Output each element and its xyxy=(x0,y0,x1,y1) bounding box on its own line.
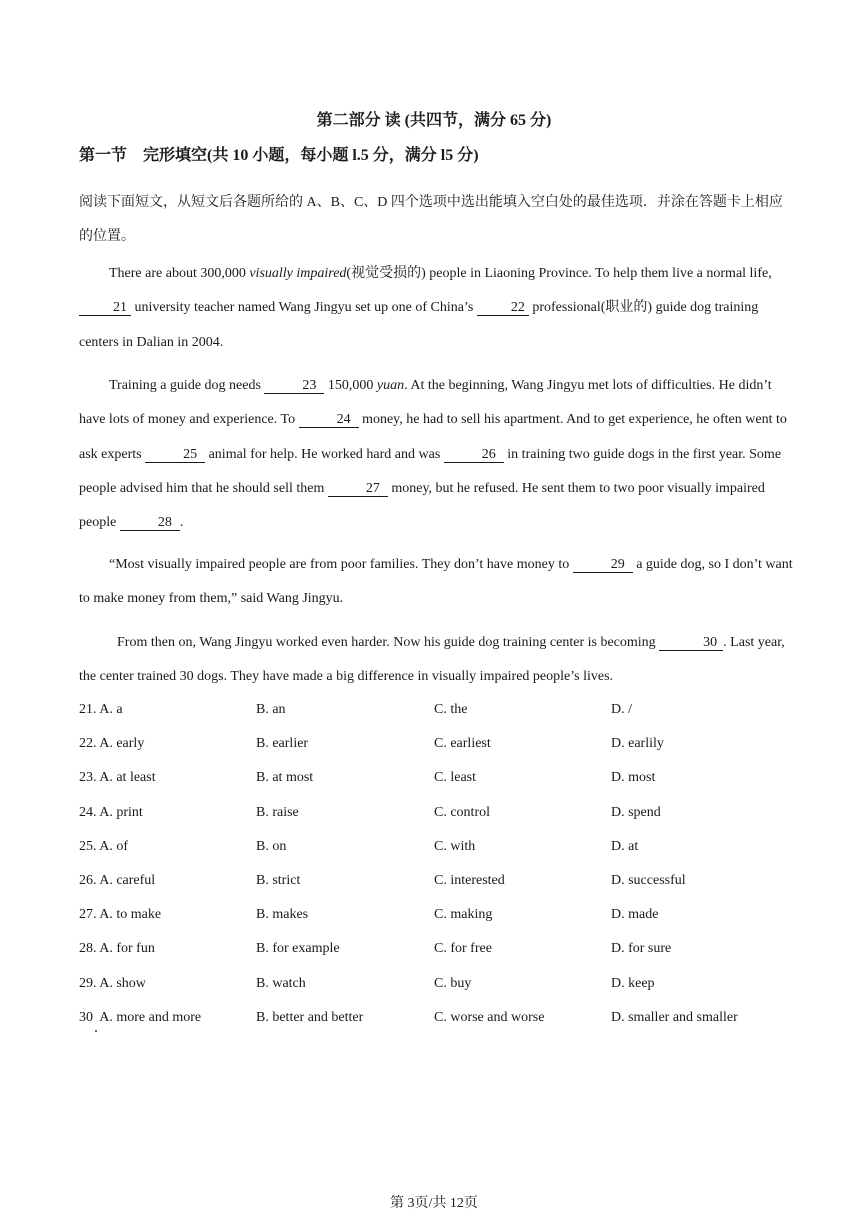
question-row-26 xyxy=(79,871,794,905)
passage-text: a guide dog, so I don’t want to make money from them,” said Wang Jingyu. xyxy=(79,557,793,607)
blank-25: 25 xyxy=(145,448,205,463)
answer-options xyxy=(79,700,794,1042)
option-c: C. the xyxy=(434,702,468,717)
option-d: D. at xyxy=(611,838,639,854)
option-d: D. most xyxy=(611,770,656,786)
option-a: 29. A. show xyxy=(79,975,146,991)
option-a: 21. A. a xyxy=(79,702,123,717)
question-row-23 xyxy=(79,768,794,802)
question-row-29 xyxy=(79,974,794,1008)
passage-text: . xyxy=(179,515,184,531)
option-b: B. on xyxy=(256,838,287,854)
option-b: B. for example xyxy=(256,941,340,957)
option-b: B. an xyxy=(256,702,286,717)
page-footer: 第 3页/共 12页 xyxy=(390,1196,478,1211)
passage-paragraph-4 xyxy=(79,626,794,695)
question-row-30 xyxy=(79,1008,794,1042)
blank-27: 27 xyxy=(328,482,388,497)
instructions: 阅读下面短文，从短文后各题所给的 A、B、C、D 四个选项中选出能填入空白处的最佳选项．并涂在答题卡上相应的位置。 xyxy=(79,195,783,244)
option-b: B. raise xyxy=(256,804,299,820)
passage-text: (视觉受损的) people in Liaoning Province. To help them live a normal life, xyxy=(346,266,772,281)
passage-italic-text: yuan xyxy=(376,378,405,393)
blank-24: 24 xyxy=(299,413,359,428)
passage-text: money, but he refused. He sent them to two poor visually impaired people xyxy=(79,480,765,531)
option-c: C. buy xyxy=(434,975,472,991)
option-a: 24. A. print xyxy=(79,804,143,820)
passage-text: . Last year, the center trained 30 dogs. They have made a big difference in visually impaired people’s lives. xyxy=(79,635,785,685)
question-row-25 xyxy=(79,837,794,871)
question-row-28 xyxy=(79,939,794,973)
passage-italic-text: visually impaired xyxy=(249,266,347,281)
option-c: C. least xyxy=(434,770,476,786)
option-d: D. for sure xyxy=(611,941,672,957)
passage-text: 150,000 xyxy=(324,378,377,393)
stray-dot xyxy=(95,1030,97,1032)
question-row-21 xyxy=(79,700,794,734)
passage-text: animal for help. He worked hard and was xyxy=(205,446,444,462)
question-row-27 xyxy=(79,905,794,939)
passage-text: Training a guide dog needs xyxy=(109,378,265,393)
option-d: D. spend xyxy=(611,804,661,820)
section-title: 第一节 完形填空(共 10 小题，每小题 l.5 分，满分 l5 分) xyxy=(79,147,479,164)
option-b: B. strict xyxy=(256,872,301,888)
passage-paragraph-3 xyxy=(79,548,794,617)
passage-text: university teacher named Wang Jingyu set up one of China’s xyxy=(131,300,477,316)
passage-text: From then on, Wang Jingyu worked even harder. Now his guide dog training center is becoming xyxy=(117,635,660,650)
option-b: B. watch xyxy=(256,975,306,991)
passage-text: . At the beginning, Wang Jingyu met lots of difficulties. He didn’t have lots of money and experience. To xyxy=(79,378,772,428)
option-d: D. made xyxy=(611,907,659,923)
option-d: D. successful xyxy=(611,872,686,888)
option-b: B. at most xyxy=(256,770,314,786)
option-c: C. earliest xyxy=(434,736,491,752)
passage-text: “Most visually impaired people are from poor families. They don’t have money to xyxy=(109,557,573,572)
option-a: 26. A. careful xyxy=(79,872,156,888)
option-b: B. makes xyxy=(256,907,309,923)
option-c: C. for free xyxy=(434,941,492,957)
passage-paragraph-2 xyxy=(79,369,794,540)
blank-23: 23 xyxy=(264,379,324,394)
passage-text: in training two guide dogs in the first year. Some people advised him that he should sell them xyxy=(79,446,782,496)
option-a: 22. A. early xyxy=(79,736,145,752)
blank-21: 21 xyxy=(79,301,131,316)
option-a: 28. A. for fun xyxy=(79,941,155,957)
question-row-22 xyxy=(79,734,794,768)
question-row-24 xyxy=(79,803,794,837)
blank-28: 28 xyxy=(120,516,180,531)
blank-22: 22 xyxy=(477,301,529,316)
blank-29: 29 xyxy=(573,558,633,573)
option-a: 27. A. to make xyxy=(79,907,162,923)
blank-30: 30 xyxy=(659,636,723,651)
option-c: C. with xyxy=(434,838,476,854)
option-c: C. interested xyxy=(434,872,505,888)
option-d: D. / xyxy=(611,702,632,717)
option-c: C. control xyxy=(434,804,490,820)
passage-paragraph-1 xyxy=(79,257,794,360)
passage-text: There are about 300,000 xyxy=(109,266,250,281)
option-a: 25. A. of xyxy=(79,838,128,854)
part-title: 第二部分 读 (共四节，满分 65 分) xyxy=(316,112,552,129)
passage-text: professional(职业的) guide dog training centers in Dalian in 2004. xyxy=(79,300,759,350)
blank-26: 26 xyxy=(444,448,504,463)
option-d: D. earlily xyxy=(611,736,664,752)
option-c: C. worse and worse xyxy=(434,1009,545,1025)
option-d: D. smaller and smaller xyxy=(611,1009,738,1025)
option-b: B. earlier xyxy=(256,736,309,752)
option-c: C. making xyxy=(434,907,493,923)
option-a: 23. A. at least xyxy=(79,770,156,786)
option-a: 30 A. more and more xyxy=(79,1009,202,1025)
passage-text: money, he had to sell his apartment. And to get experience, he often went to ask experts xyxy=(79,412,787,462)
option-d: D. keep xyxy=(611,975,655,991)
option-b: B. better and better xyxy=(256,1009,364,1025)
